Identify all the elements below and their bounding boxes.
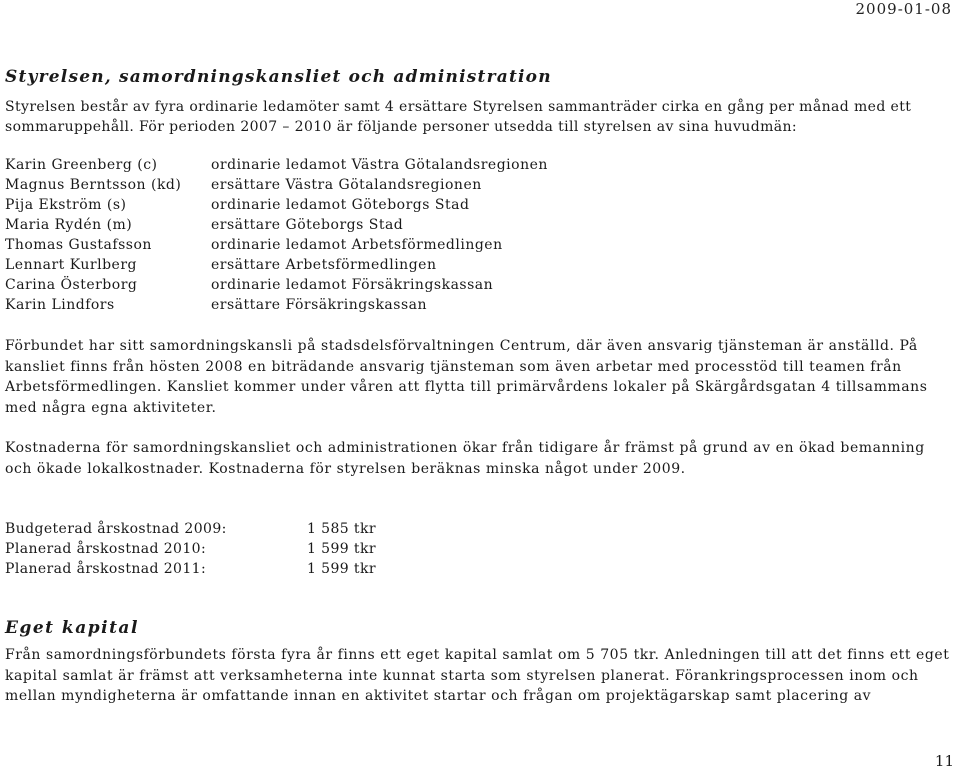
kansli-paragraph: Förbundet har sitt samordningskansli på stadsdelsförvaltningen Centrum, där även ansvarig tjänsteman är anställd. På kansliet finns från hösten 2008 en biträdande ansvarig tjänsteman som även arbetar med processtöd till teamen från Arbetsförmedlingen. Kansliet kommer under våren att flytta till primärvårdens lokaler på Skärgårdsgatan 4 tillsammans med några egna aktiviteter. <box>5 338 928 416</box>
cost-value: 1 599 tkr <box>307 541 376 557</box>
member-role: ersättare Försäkringskassan <box>211 297 428 313</box>
cost-row <box>5 539 376 559</box>
member-name: Maria Rydén (m) <box>5 217 133 233</box>
board-member-row <box>5 155 548 175</box>
member-role: ordinarie ledamot Arbetsförmedlingen <box>211 237 503 253</box>
board-member-row <box>5 235 548 255</box>
member-name: Pija Ekström (s) <box>5 197 127 213</box>
eget-kapital-paragraph: Från samordningsförbundets första fyra år finns ett eget kapital samlat om 5 705 tkr. Anledningen till att det finns ett eget kapital samlat är främst att verksamheterna inte kunnat starta som styrelsen planerat. Förankringsprocessen inom och mellan myndigheterna är omfattande innan en aktivitet startar och frågan om projektägarskap samt placering av <box>5 647 950 704</box>
cost-label: Planerad årskostnad 2010: <box>5 541 207 557</box>
member-role: ersättare Arbetsförmedlingen <box>211 257 437 273</box>
cost-row <box>5 519 376 539</box>
member-role: ordinarie ledamot Försäkringskassan <box>211 277 494 293</box>
member-role: ersättare Göteborgs Stad <box>211 217 404 233</box>
board-member-row <box>5 215 548 235</box>
board-member-row <box>5 275 548 295</box>
annual-cost-list <box>5 519 376 579</box>
cost-label: Budgeterad årskostnad 2009: <box>5 521 227 537</box>
cost-value: 1 585 tkr <box>307 521 376 537</box>
page-number: 11 <box>934 752 954 770</box>
board-member-row <box>5 175 548 195</box>
member-name: Lennart Kurlberg <box>5 257 137 273</box>
member-name: Karin Lindfors <box>5 297 115 313</box>
member-name: Thomas Gustafsson <box>5 237 152 253</box>
board-member-list <box>5 155 548 315</box>
member-name: Karin Greenberg (c) <box>5 157 158 173</box>
member-role: ordinarie ledamot Göteborgs Stad <box>211 197 470 213</box>
section-heading-styrelsen: Styrelsen, samordningskansliet och administration <box>5 67 552 87</box>
member-role: ordinarie ledamot Västra Götalandsregionen <box>211 157 548 173</box>
document-date: 2009-01-08 <box>855 0 952 18</box>
cost-row <box>5 559 376 579</box>
member-name: Carina Österborg <box>5 277 138 293</box>
member-role: ersättare Västra Götalandsregionen <box>211 177 482 193</box>
intro-paragraph: Styrelsen består av fyra ordinarie ledamöter samt 4 ersättare Styrelsen sammanträder cirka en gång per månad med ett sommaruppehåll. För perioden 2007 – 2010 är följande personer utsedda till styrelsen av sina huvudmän: <box>5 99 912 135</box>
board-member-row <box>5 195 548 215</box>
member-name: Magnus Berntsson (kd) <box>5 177 182 193</box>
cost-value: 1 599 tkr <box>307 561 376 577</box>
board-member-row <box>5 295 548 315</box>
cost-label: Planerad årskostnad 2011: <box>5 561 207 577</box>
board-member-row <box>5 255 548 275</box>
section-heading-eget-kapital: Eget kapital <box>5 618 139 638</box>
costs-paragraph: Kostnaderna för samordningskansliet och administrationen ökar från tidigare år främst på grund av en ökad bemanning och ökade lokalkostnader. Kostnaderna för styrelsen beräknas minska något under 2009. <box>5 440 925 477</box>
